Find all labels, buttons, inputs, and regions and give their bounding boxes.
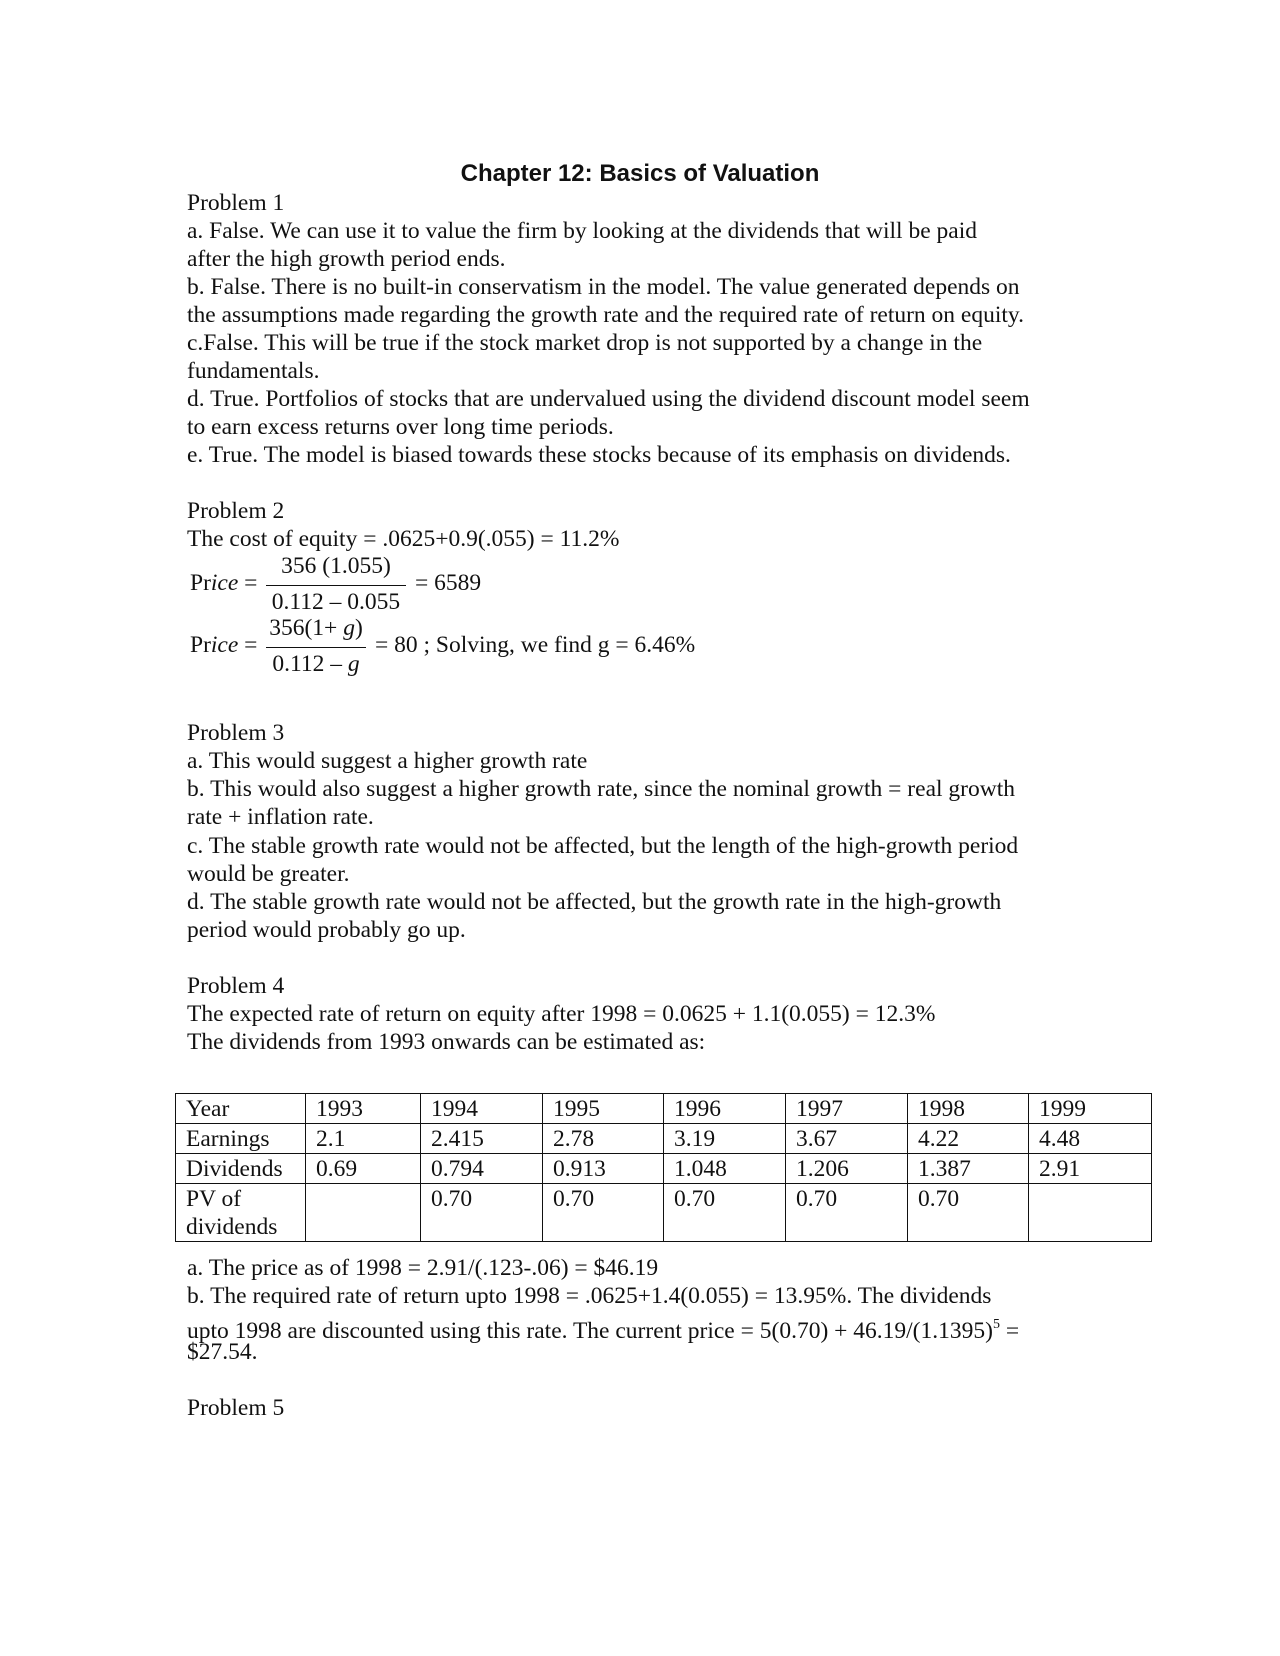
table-cell: 1.387 [908,1154,1029,1184]
eq2-result: = 80 ; Solving, we find g = 6.46% [375,632,696,658]
problem4-answer-a: a. The price as of 1998 = 2.91/(.123-.06) = $46.19 [187,1255,659,1281]
page-title: Chapter 12: Basics of Valuation [460,160,820,187]
exponent: 5 [992,1317,1000,1332]
table-cell: 1993 [306,1094,421,1124]
table-cell: 0.69 [306,1154,421,1184]
table-cell: 4.48 [1029,1124,1152,1154]
table-cell: PV of dividends [176,1184,306,1242]
price-equation-1 [190,553,690,623]
table-cell: 2.415 [421,1124,543,1154]
eq1-lhs: Price = [190,570,258,596]
problem3-line-4: c. The stable growth rate would not be affected, but the length of the high-growth period [187,833,1019,859]
table-cell: 1994 [421,1094,543,1124]
table-cell: 3.67 [786,1124,908,1154]
table-cell: Earnings [176,1124,306,1154]
problem4-line-2: The dividends from 1993 onwards can be estimated as: [187,1029,706,1055]
problem3-heading: Problem 3 [187,720,285,746]
table-cell: 0.913 [543,1154,664,1184]
problem5-heading: Problem 5 [187,1395,285,1421]
table-cell: 1997 [786,1094,908,1124]
table-cell: 2.1 [306,1124,421,1154]
problem2-heading: Problem 2 [187,498,285,524]
problem4-heading: Problem 4 [187,973,285,999]
table-cell: 1.206 [786,1154,908,1184]
eq2-denominator: 0.112 – g [272,651,360,677]
problem3-line-6: d. The stable growth rate would not be affected, but the growth rate in the high-growth [187,889,1002,915]
table-cell: 0.70 [421,1184,543,1242]
table-cell: Dividends [176,1154,306,1184]
table-cell: 0.70 [908,1184,1029,1242]
table-cell: Year [176,1094,306,1124]
table-cell: 1996 [664,1094,786,1124]
problem3-line-2: b. This would also suggest a higher growth rate, since the nominal growth = real growth [187,776,1015,802]
cost-of-equity-line: The cost of equity = .0625+0.9(.055) = 11.2% [187,526,620,552]
table-cell: 1998 [908,1094,1029,1124]
eq1-numerator: 356 (1.055) [281,553,391,579]
problem4-line-1: The expected rate of return on equity after 1998 = 0.0625 + 1.1(0.055) = 12.3% [187,1001,936,1027]
problem4-answer-b-2: upto 1998 are discounted using this rate. The current price = $5(0.70) + 46.19/(1.1395)^5$ = [187,1317,1020,1344]
table-cell: 1.048 [664,1154,786,1184]
problem1-line-4: the assumptions made regarding the growth rate and the required rate of return on equity. [187,302,1025,328]
problem3-line-1: a. This would suggest a higher growth rate [187,748,588,774]
problem1-line-2: after the high growth period ends. [187,246,506,272]
table-cell: 0.70 [543,1184,664,1242]
problem1-line-1: a. False. We can use it to value the firm by looking at the dividends that will be paid [187,218,977,244]
table-cell: 1995 [543,1094,664,1124]
table-cell: 0.794 [421,1154,543,1184]
eq2-numerator: 356(1+ g) [269,615,363,641]
table-cell: 0.70 [664,1184,786,1242]
problem3-line-3: rate + inflation rate. [187,804,374,830]
problem1-line-6: fundamentals. [187,358,320,384]
table-row-year [176,1094,1152,1124]
problem4-answer-b-3: $27.54. [187,1339,258,1365]
table-cell: 3.19 [664,1124,786,1154]
table-cell: 2.78 [543,1124,664,1154]
table-cell: 4.22 [908,1124,1029,1154]
table-row-earnings [176,1124,1152,1154]
table-cell [306,1184,421,1242]
problem3-line-5: would be greater. [187,861,350,887]
table-cell: 1999 [1029,1094,1152,1124]
problem1-line-3: b. False. There is no built-in conservatism in the model. The value generated depends on [187,274,1020,300]
problem1-line-7: d. True. Portfolios of stocks that are undervalued using the dividend discount model seem [187,386,1030,412]
eq2-lhs: Price = [190,632,258,658]
dividend-table [175,1093,1152,1242]
price-equation-2 [190,615,890,685]
problem1-line-9: e. True. The model is biased towards these stocks because of its emphasis on dividends. [187,442,1011,468]
problem1-line-8: to earn excess returns over long time periods. [187,414,614,440]
table-cell: 0.70 [786,1184,908,1242]
eq1-fraction-bar [266,585,406,586]
table-cell: 2.91 [1029,1154,1152,1184]
problem1-line-5: c.False. This will be true if the stock market drop is not supported by a change in the [187,330,983,356]
eq1-result: = 6589 [415,570,482,596]
table-row-pv-of-dividends [176,1184,1152,1242]
eq1-denominator: 0.112 – 0.055 [271,589,401,615]
eq2-fraction-bar [266,647,366,648]
problem4-answer-b-1: b. The required rate of return upto 1998 = .0625+1.4(0.055) = 13.95%. The dividends [187,1283,992,1309]
table-row-dividends [176,1154,1152,1184]
problem3-line-7: period would probably go up. [187,917,466,943]
problem1-heading: Problem 1 [187,190,285,216]
table-cell [1029,1184,1152,1242]
